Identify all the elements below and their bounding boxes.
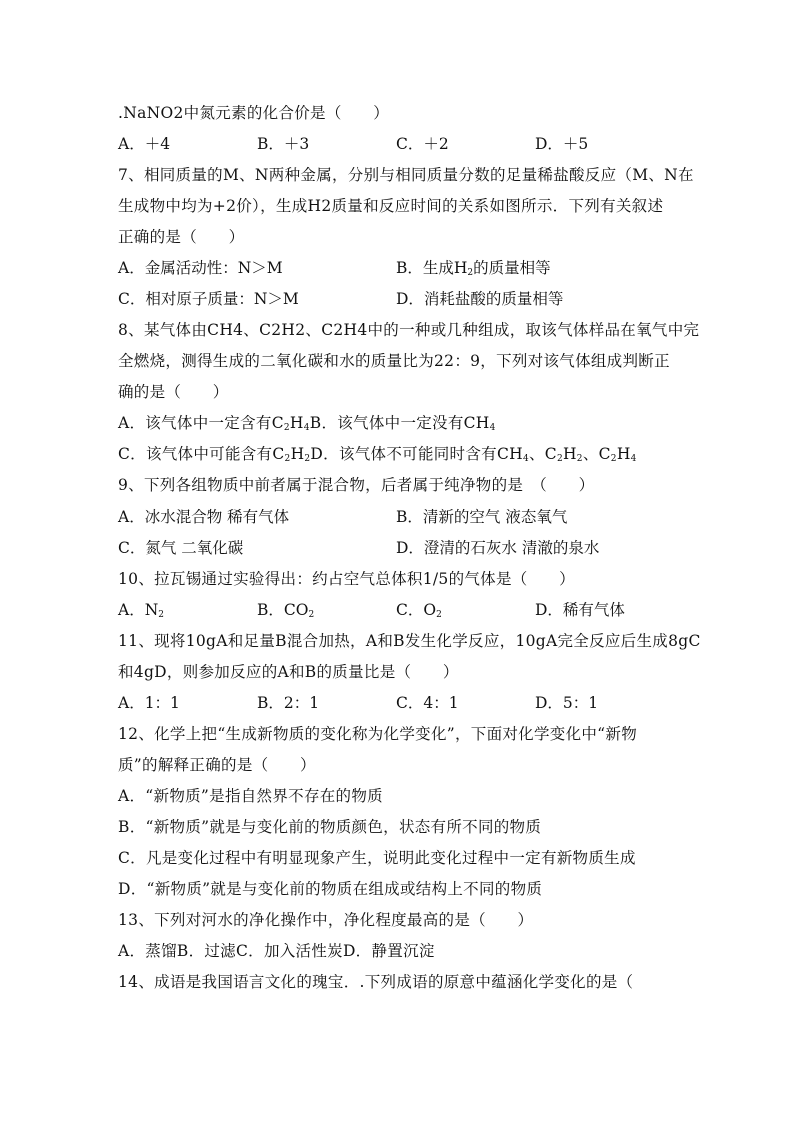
q7-options-row-1 [118, 258, 678, 278]
q8-stem-line-2: 全燃烧，测得生成的二氧化碳和水的质量比为22：9，下列对该气体组成判断正 [118, 352, 670, 370]
q13-options: A．蒸馏B．过滤C．加入活性炭D．静置沉淀 [118, 942, 435, 960]
q8-stem-line-3: 确的是（ ） [118, 383, 229, 401]
q12-option-d: D．“新物质”就是与变化前的物质在组成或结构上不同的物质 [118, 880, 543, 898]
q8-options-cd: C．该气体中可能含有$C_2H_2D$．该气体不可能同时含有$CH_4$、$C_2H_2$、$C_2H_4$ [118, 445, 637, 464]
q11-stem-line-2: 和4gD，则参加反应的A和B的质量比是（ ） [118, 663, 459, 681]
q10-options [118, 600, 678, 620]
q11-options [118, 693, 678, 713]
q12-stem-line-1: 12、化学上把“生成新物质的变化称为化学变化”，下面对化学变化中“新物 [118, 725, 637, 743]
q7-stem-line-2: 生成物中均为+2价），生成H2质量和反应时间的关系如图所示．下列有关叙述 [118, 197, 664, 215]
q9-stem: 9、下列各组物质中前者属于混合物，后者属于纯净物的是 （ ） [118, 476, 595, 494]
q6-option-b: B．＋3 [257, 135, 310, 153]
q6-option-c: C．＋2 [396, 135, 449, 153]
q11-stem-line-1: 11、现将10gA和足量B混合加热，A和B发生化学反应，10gA完全反应后生成8gC [118, 632, 701, 650]
q7-option-c: C．相对原子质量：N＞M [118, 290, 299, 308]
q7-options-row-2 [118, 289, 678, 309]
q12-option-a: A．“新物质”是指自然界不存在的物质 [118, 787, 383, 805]
q13-stem: 13、下列对河水的净化操作中，净化程度最高的是（ ） [118, 911, 534, 929]
q9-options-row-2 [118, 538, 678, 558]
q6-options [118, 134, 678, 154]
q9-option-c: C．氮气 二氧化碳 [118, 539, 244, 557]
q7-stem-line-1: 7、相同质量的M、N两种金属，分别与相同质量分数的足量稀盐酸反应（M、N在 [118, 166, 694, 184]
q7-stem-line-3: 正确的是（ ） [118, 228, 245, 246]
q9-option-d: D．澄清的石灰水 清澈的泉水 [396, 539, 600, 557]
q9-options-row-1 [118, 507, 678, 527]
q12-option-c: C．凡是变化过程中有明显现象产生，说明此变化过程中一定有新物质生成 [118, 849, 636, 867]
q8-options-ab: A．该气体中一定含有$C_2H_4B$．该气体中一定没有$CH_4$ [118, 414, 496, 433]
q7-option-a: A．金属活动性：N＞M [118, 259, 283, 277]
q12-stem-line-2: 质”的解释正确的是（ ） [118, 756, 316, 774]
q6-option-d: D．＋5 [535, 135, 589, 153]
q11-option-d: D．5：1 [535, 694, 599, 712]
q10-option-b: B．$CO_2$ [257, 601, 315, 620]
q10-option-c: C．$O_2$ [396, 601, 442, 620]
q10-stem: 10、拉瓦锡通过实验得出：约占空气总体积1/5的气体是（ ） [118, 570, 575, 588]
q9-option-a: A．冰水混合物 稀有气体 [118, 508, 290, 526]
q12-option-b: B．“新物质”就是与变化前的物质颜色，状态有所不同的物质 [118, 818, 542, 836]
q7-option-d: D．消耗盐酸的质量相等 [396, 290, 564, 308]
q6-stem: .NaNO2中氮元素的化合价是（ ） [118, 104, 390, 122]
q9-option-b: B．清新的空气 液态氧气 [396, 508, 568, 526]
q10-option-a: A．$N_2$ [118, 601, 164, 620]
q6-option-a: A．＋4 [118, 135, 171, 153]
q11-option-b: B．2：1 [257, 694, 320, 712]
q10-option-d: D．稀有气体 [535, 601, 625, 619]
q7-option-b: B．生成$H_2$的质量相等 [396, 259, 551, 278]
q11-option-a: A．1：1 [118, 694, 180, 712]
q11-option-c: C．4：1 [396, 694, 459, 712]
q8-stem-line-1: 8、某气体由CH4、C2H2、C2H4中的一种或几种组成，取该气体样品在氧气中完 [118, 321, 700, 339]
q14-stem: 14、成语是我国语言文化的瑰宝．.下列成语的原意中蕴涵化学变化的是（ [118, 973, 634, 991]
